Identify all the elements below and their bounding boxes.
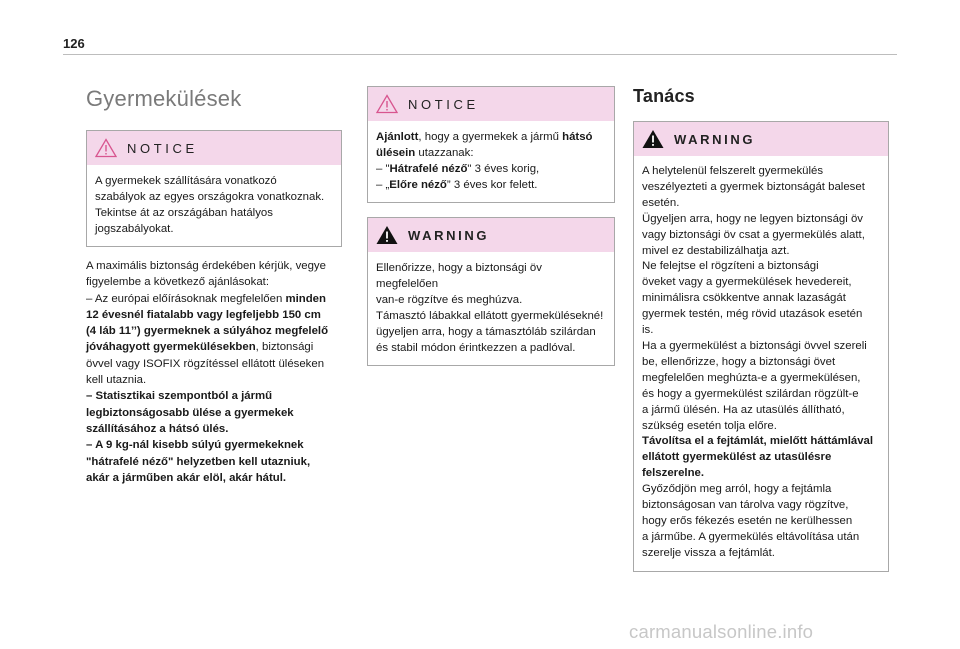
text-bold: "hátrafelé néző" helyzetben kell utazniuk, [86,455,311,468]
text-line: figyelembe a következő ajánlásokat: [86,276,269,289]
warning-line: és hogy a gyermekülést szilárdan rögzült-e [642,387,859,400]
warning-line [642,466,878,482]
text-line: A maximális biztonság érdekében kérjük, vegye [86,260,326,272]
warning-box-header [368,218,614,252]
warning-line: szerelje vissza a fejtámlát. [642,546,775,559]
warning-line: vagy biztonsági öv csat a gyermekülés alatt, [642,228,865,241]
warning-line: gyermek testén, még rövid utazások esetén [642,308,863,321]
notice-box-rear-seats [367,86,615,203]
warning-line: is. [642,324,654,337]
notice-box-header [368,87,614,121]
text-line [86,323,342,339]
recommendations-text [86,258,342,486]
text-line: övvel vagy ISOFIX rögzítéssel ellátott üléseken [86,357,325,370]
warning-line: Támasztó lábakkal ellátott gyermekülésekné! [376,310,604,322]
text-bold: hátsó [562,131,593,143]
column-2 [367,86,615,366]
text-line [86,291,342,307]
warning-line: minimálisra csökkentve annak lazaságát [642,292,846,305]
text-bold: jóváhagyott gyermekülésekben [86,341,256,354]
text-bold: Távolítsa el a fejtámlát, mielőtt háttámlával [642,435,874,448]
text-bold: (4 láb 11’’) gyermeknek a súlyához megfelelő [86,325,329,338]
notice-line [376,161,604,177]
text-line [86,437,342,453]
text-bold: – A 9 kg-nál kisebb súlyú gyermekeknek [86,439,304,452]
warning-line: a járműbe. A gyermekülés eltávolítása után [642,530,860,543]
text-line [86,454,342,470]
warning-line: Ha a gyermekülést a biztonsági övvel szereli [642,339,867,352]
page-number: 126 [63,36,85,51]
text-span: utazzanak: [415,147,474,159]
section-title-advice: Tanács [633,86,695,106]
text-bold: ellátott gyermekülést az utasülésre [642,451,832,464]
warning-line: Ellenőrizze, hogy a biztonsági öv megfelelően [376,262,542,290]
warning-line: öveket vagy a gyermekülések hevedereit, [642,276,852,289]
notice-line [376,129,604,145]
text-span: ” 3 éves kor felett. [446,179,538,191]
notice-label: NOTICE [127,140,198,156]
warning-line [642,450,878,466]
notice-line [376,177,604,193]
text-bold: legbiztonságosabb ülése a gyermekek [86,406,294,419]
text-bold: akár a járműben akár elöl, akár hátul. [86,471,287,484]
warning-line: szükség esetén tolja előre. [642,419,777,432]
text-line [86,307,342,323]
text-span: , biztonsági [255,341,314,354]
warning-line: és stabil módon érintkezzen a padlóval. [376,342,576,354]
column-3 [633,86,889,572]
notice-body [368,121,614,202]
text-span: – „ [376,179,390,191]
notice-body [87,165,341,246]
notice-line: jogszabályokat. [95,223,174,235]
warning-line: be, ellenőrizze, hogy a biztonsági övet [642,355,836,368]
notice-triangle-icon [376,94,398,114]
text-line [86,470,342,486]
text-bold: Előre néző [389,179,447,191]
warning-line [642,434,878,450]
text-line [86,405,342,421]
warning-body [634,156,888,571]
warning-line: Győződjön meg arról, hogy a fejtámla [642,483,832,496]
notice-line: A gyermekek szállítására vonatkozó [95,175,277,187]
warning-box-installation [633,121,889,572]
notice-label: NOTICE [408,96,479,112]
text-bold: felszerelne. [642,467,705,480]
text-bold: 12 évesnél fiatalabb vagy legfeljebb 150 cm [86,308,321,321]
warning-line: Ügyeljen arra, hogy ne legyen biztonsági öv [642,212,863,225]
text-bold: minden [285,292,326,305]
warning-line: biztonságosan van tárolva vagy rögzítve, [642,499,849,512]
warning-line: van-e rögzítve és meghúzva. [376,294,523,306]
text-line [86,421,342,437]
text-bold: ülésein [376,147,416,159]
text-span: – " [376,163,390,175]
warning-line: a jármű ülésén. Ha az utasülés állítható, [642,403,845,416]
text-bold: Ajánlott [376,131,419,143]
warning-line: mivel ez destabilizálhatja azt. [642,244,790,257]
notice-box-regulations [86,130,342,247]
header-rule [63,54,897,55]
text-span: – Az európai előírásoknak megfelelően [86,292,286,305]
notice-line: szabályok az egyes országokra vonatkoznak. [95,191,325,203]
text-line: kell utaznia. [86,374,147,387]
watermark-link[interactable]: carmanualsonline.info [629,621,814,642]
warning-line: esetén. [642,196,680,209]
text-bold: Hátrafelé néző [389,163,468,175]
warning-box-seatbelt [367,217,615,366]
section-title-child-seats: Gyermekülések [86,86,242,111]
text-span: " 3 éves korig, [467,163,540,175]
warning-triangle-icon [642,129,664,149]
text-bold: szállításához a hátsó ülés. [86,422,229,435]
notice-line [376,145,604,161]
warning-label: WARNING [408,227,490,243]
text-bold: – Statisztikai szempontból a jármű [86,390,273,403]
notice-line: Tekintse át az országában hatályos [95,207,273,219]
warning-label: WARNING [674,131,756,147]
warning-box-header [634,122,888,156]
warning-triangle-icon [376,225,398,245]
warning-line: Ne felejtse el rögzíteni a biztonsági [642,260,819,273]
warning-line: A helytelenül felszerelt gyermekülés [642,165,824,177]
text-span: , hogy a gyermekek a jármű [418,131,563,143]
notice-triangle-icon [95,138,117,158]
notice-box-header [87,131,341,165]
warning-body [368,252,614,365]
warning-line: hogy erős fékezés esetén ne kerülhessen [642,514,853,527]
text-line [86,388,342,404]
warning-line: veszélyezteti a gyermek biztonságát baleset [642,180,865,193]
text-line [86,339,342,355]
warning-line: megfelelően meghúzta-e a gyermekülésen, [642,371,861,384]
column-1 [86,86,342,486]
warning-line: ügyeljen arra, hogy a támasztóláb szilárdan [376,326,596,338]
